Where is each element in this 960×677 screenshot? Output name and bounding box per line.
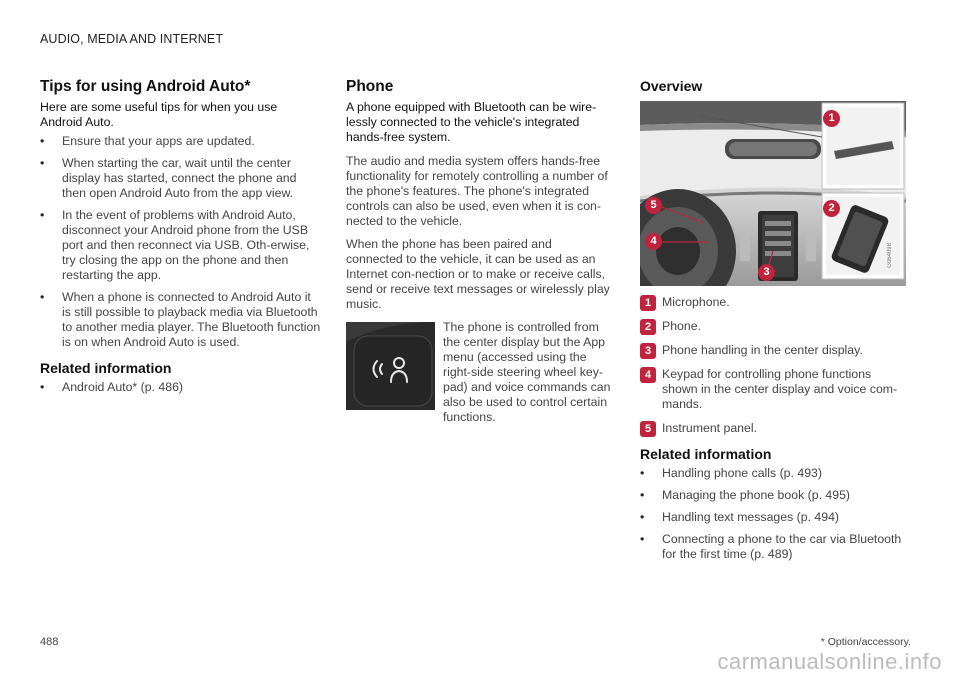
column-overview xyxy=(640,78,910,569)
phone-para-3: The phone is controlled from the center display but the App menu (accessed using the right-side steering wheel key-pad) and voice commands can also be used to control certain functions. xyxy=(443,320,611,424)
overview-title: Overview xyxy=(640,78,703,94)
related-link[interactable]: • Handling text messages (p. 494) xyxy=(640,510,840,524)
voice-button-image xyxy=(346,322,435,410)
column-phone xyxy=(346,78,611,425)
phone-lead: A phone equipped with Bluetooth can be wire-lessly connected to the vehicle's integrated hands-free system. xyxy=(346,100,597,144)
legend-item: 5 Instrument panel. xyxy=(640,421,910,436)
callout-badge: 1 xyxy=(823,110,840,127)
callout-badge: 4 xyxy=(645,233,662,250)
bullet: • xyxy=(640,488,645,502)
footnote: * Option/accessory. xyxy=(820,636,911,648)
bullet: • xyxy=(40,380,45,394)
number-badge: 1 xyxy=(640,295,656,311)
android-tips-list xyxy=(40,134,322,350)
legend-item: 2 Phone. xyxy=(640,319,910,334)
list-item: • In the event of problems with Android Auto, disconnect your Android phone from the USB port and then reconnect via USB. Oth-erwise, try closing the app on the phone and then restarting the app. xyxy=(40,208,310,282)
overview-legend xyxy=(640,295,910,436)
legend-item: 3 Phone handling in the center display. xyxy=(640,343,910,358)
image-code: G064098 xyxy=(887,243,893,268)
number-badge: 5 xyxy=(640,421,656,437)
legend-item: 1 Microphone. xyxy=(640,295,910,310)
number-badge: 2 xyxy=(640,319,656,335)
bullet: • xyxy=(40,156,45,170)
page-number: 488 xyxy=(40,636,59,648)
list-item: • When a phone is connected to Android Auto it is still possible to playback media via Bluetooth to another media player. The Bluetooth function is on when Android Auto is used. xyxy=(40,290,321,349)
bullet: • xyxy=(640,466,645,480)
bullet: • xyxy=(40,208,45,222)
legend-item: 4 Keypad for controlling phone functions shown in the center display and voice com-mands. xyxy=(640,367,910,412)
related-information-title: Related information xyxy=(40,360,172,376)
related-link[interactable]: • Handling phone calls (p. 493) xyxy=(640,466,822,480)
phone-title: Phone xyxy=(346,78,394,95)
watermark: carmanualsonline.info xyxy=(717,649,942,674)
related-link[interactable]: • Connecting a phone to the car via Bluetooth for the first time (p. 489) xyxy=(640,532,902,561)
bullet: • xyxy=(40,290,45,304)
related-information-title: Related information xyxy=(640,446,772,462)
related-links xyxy=(40,380,322,395)
number-badge: 4 xyxy=(640,367,656,383)
phone-para-2: When the phone has been paired and connected to the vehicle, it can be used as an Internet con-nection or to make or receive calls, send or receive text messages or wirelessly play music. xyxy=(346,237,610,311)
android-tips-intro: Here are some useful tips for when you use Android Auto. xyxy=(40,100,278,129)
bullet: • xyxy=(40,134,45,148)
overview-illustration xyxy=(640,101,906,286)
phone-para-1: The audio and media system offers hands-free functionality for remotely controlling a number of the phone's features. The phone's integrated controls can also be used, even when it is con-nected to the vehicle. xyxy=(346,154,608,228)
callout-badge: 2 xyxy=(823,200,840,217)
callout-badge: 5 xyxy=(645,197,662,214)
bullet: • xyxy=(640,532,645,546)
bullet: • xyxy=(640,510,645,524)
related-link[interactable]: • Managing the phone book (p. 495) xyxy=(640,488,851,502)
phone-voice-block xyxy=(346,320,611,425)
column-android-tips xyxy=(40,78,322,402)
number-badge: 3 xyxy=(640,343,656,359)
related-links xyxy=(640,466,910,562)
related-link[interactable]: • Android Auto* (p. 486) xyxy=(40,380,183,394)
list-item: • Ensure that your apps are updated. xyxy=(40,134,255,148)
section-header: AUDIO, MEDIA AND INTERNET xyxy=(40,32,224,46)
callout-badge: 3 xyxy=(758,264,775,281)
android-tips-title: Tips for using Android Auto* xyxy=(40,78,251,95)
list-item: • When starting the car, wait until the center display has started, connect the phone and then open Android Auto from the app view. xyxy=(40,156,297,200)
